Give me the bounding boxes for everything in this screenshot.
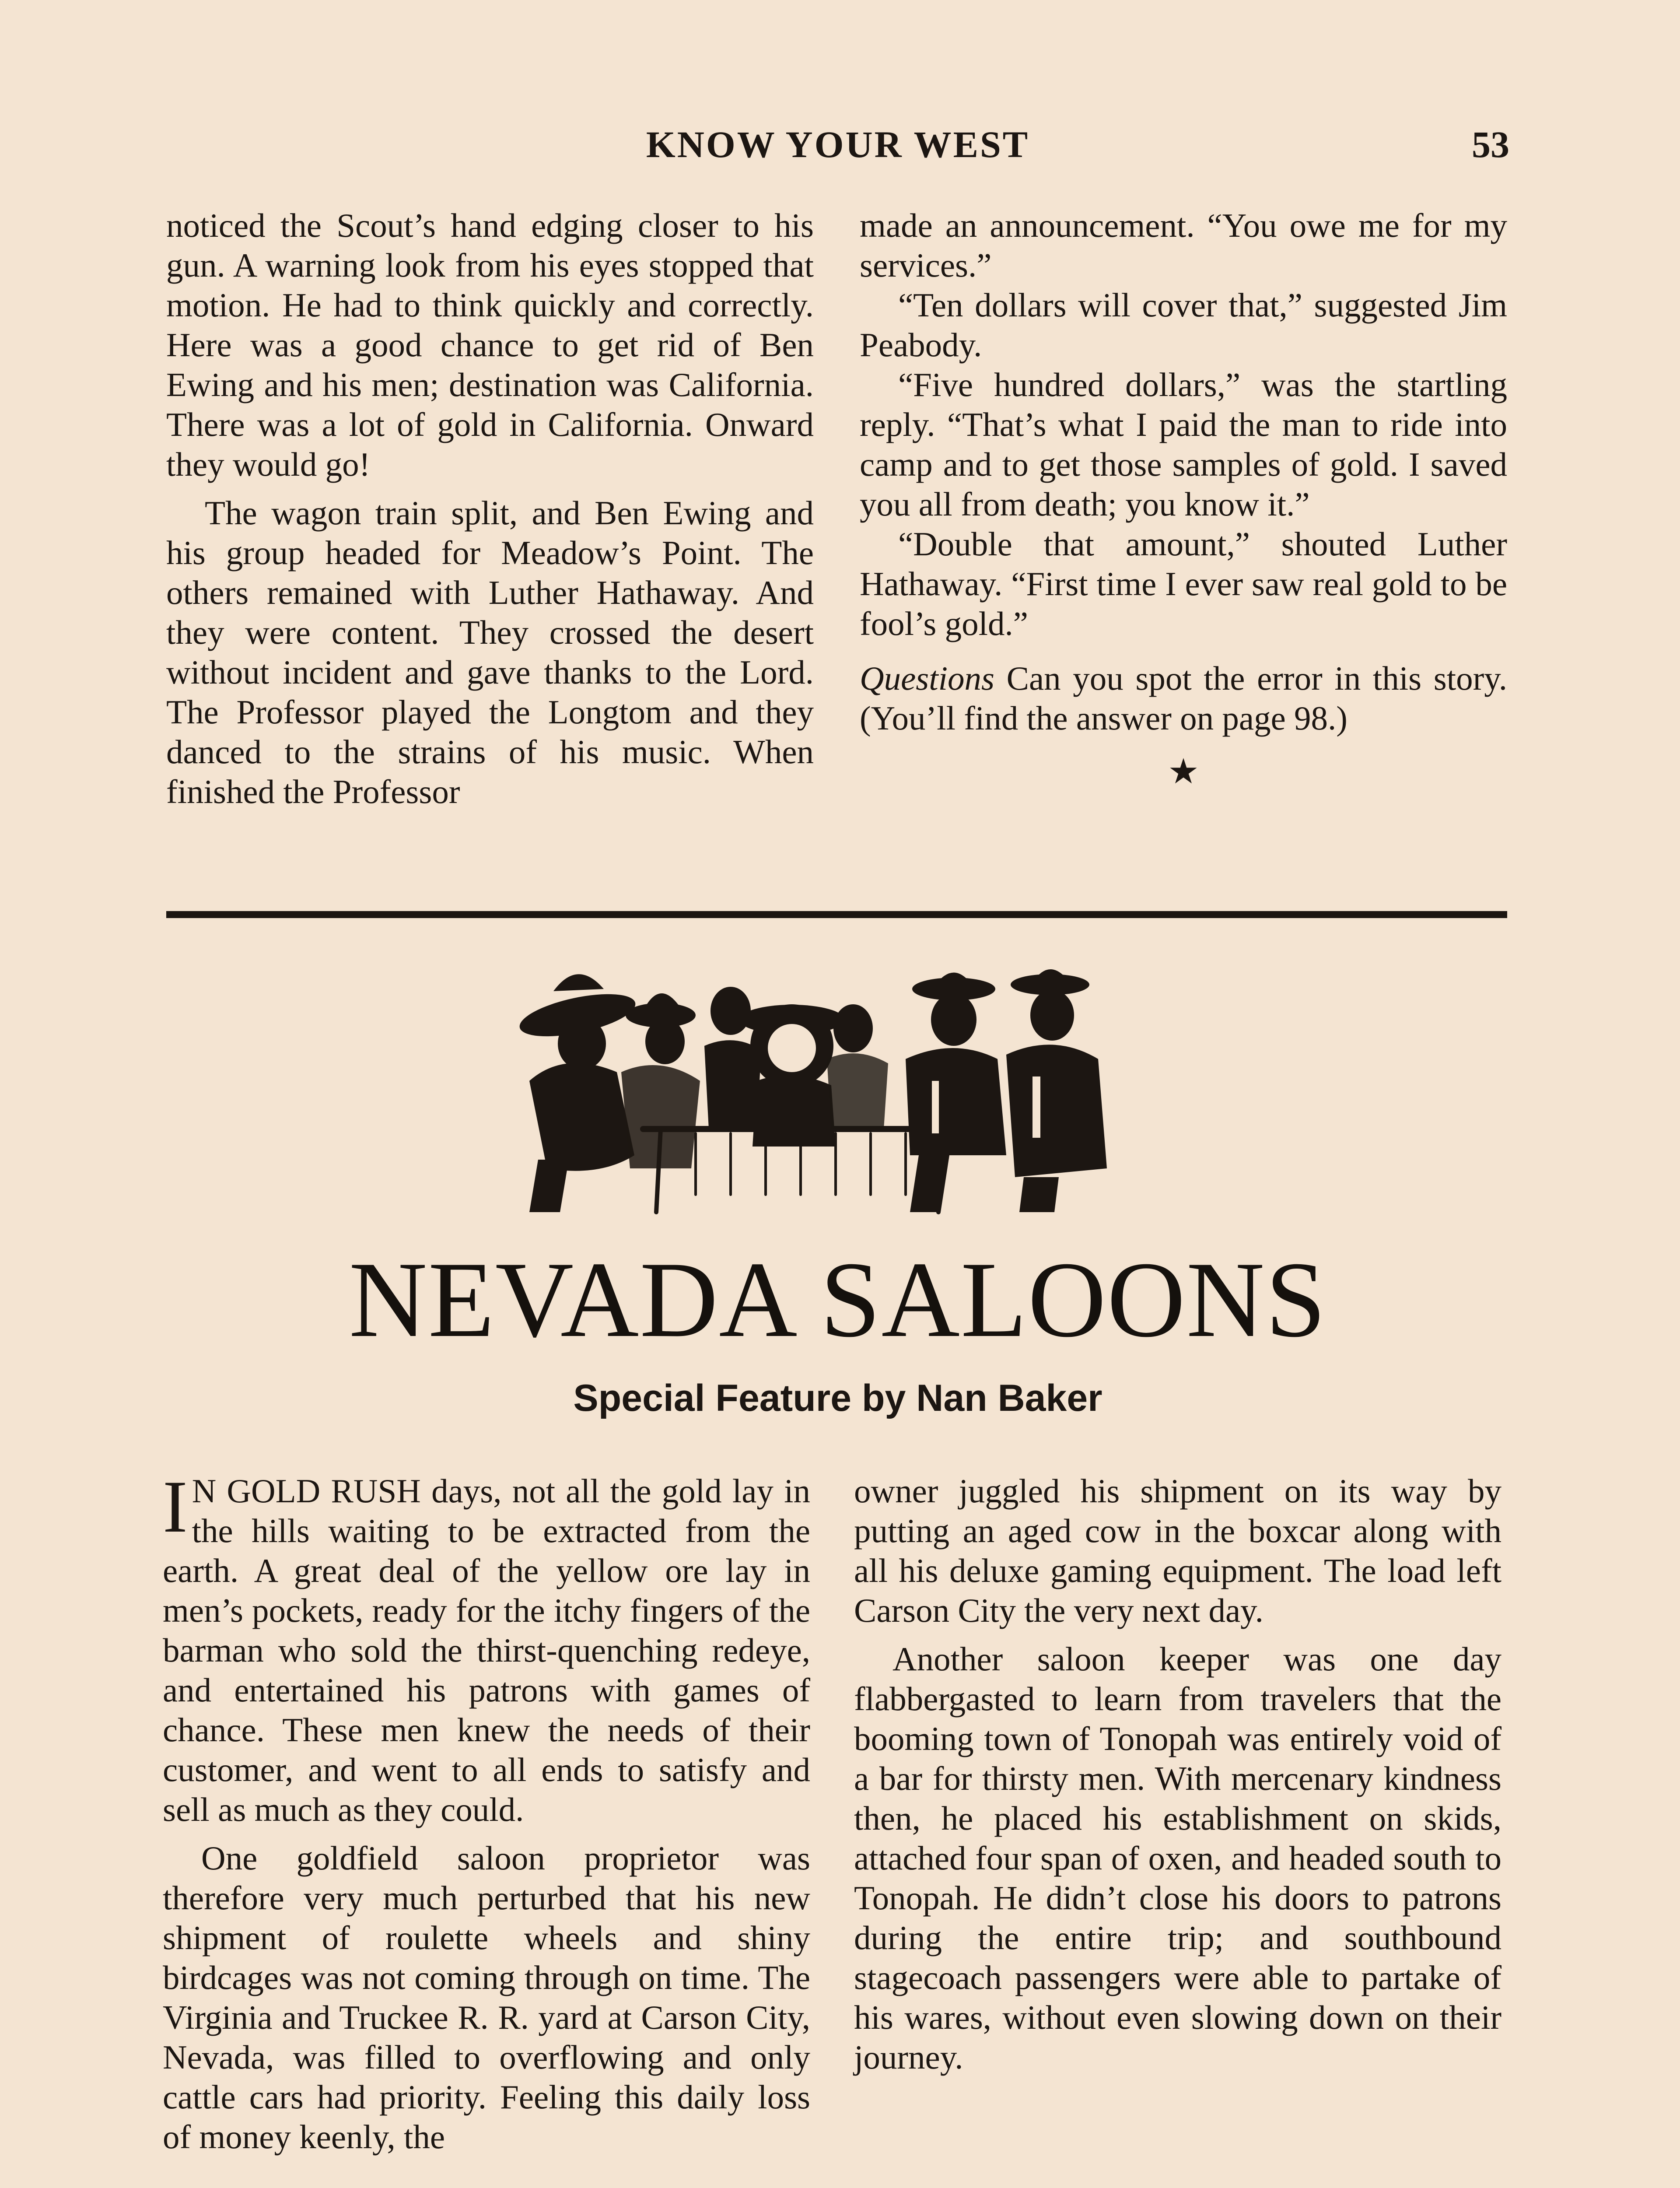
saloon-illustration <box>512 950 1177 1230</box>
feature-right-column <box>854 1471 1502 2188</box>
story-paragraph: “Five hundred dollars,” was the startling reply. “That’s what I paid the man to ride into camp and to get those samples of gold. I saved you all from death; you know it.” <box>860 366 1507 523</box>
page-number: 53 <box>1472 123 1509 165</box>
feature-paragraph: Another saloon keeper was one day flabbergasted to learn from travelers that the booming town of Tonopah was entirely void of a bar for thirsty men. With mercenary kindness then, he placed his establishment on skids, attached four span of oxen, and headed south to Tonopah. He didn’t close his doors to patrons during the entire trip; and southbound stagecoach passengers were able to partake of his wares, without even slowing down on their journey. <box>854 1640 1502 2076</box>
section-divider <box>166 911 1507 918</box>
feature-title: NEVADA SALOONS <box>349 1239 1327 1360</box>
story-paragraph: The wagon train split, and Ben Ewing and his group headed for Meadow’s Point. The others remained with Luther Hathaway. And they were content. They crossed the desert without incident and gave thanks to the Lord. The Professor played the Longtom and they danced to the strains of his music. When finished the Professor <box>166 494 814 810</box>
feature-paragraph: One goldfield saloon proprietor was therefore very much perturbed that his new shipment of roulette wheels and shiny birdcages was not coming through on time. The Virginia and Truckee R. R. yard at Carson City, Nevada, was filled to overflowing and only cattle cars had priority. Feeling this daily loss of money keenly, the <box>163 1839 810 2156</box>
story-end-star: ★ <box>1168 751 1199 792</box>
page-header <box>166 123 1509 171</box>
drop-cap: I <box>163 1466 188 1548</box>
story-paragraph: “Double that amount,” shouted Luther Hathaway. “First time I ever saw real gold to be fool’s gold.” <box>860 525 1507 642</box>
questions-label: Questions <box>860 659 994 697</box>
running-head: KNOW YOUR WEST <box>646 123 1030 165</box>
story-paragraph: “Ten dollars will cover that,” suggested Jim Peabody. <box>860 286 1507 364</box>
story-paragraph: noticed the Scout’s hand edging closer to his gun. A warning look from his eyes stopped that motion. He had to think quickly and correctly. Here was a good chance to get rid of Ben Ewing and his men; destination was California. There was a lot of gold in California. Onward they would go! <box>166 207 814 483</box>
story-left-column <box>166 206 814 897</box>
questions-text: Can you spot the error in this story. (You’ll find the answer on page 98.) <box>860 659 1507 737</box>
story-right-column <box>860 206 1507 897</box>
feature-byline: Special Feature by Nan Baker <box>573 1377 1102 1419</box>
feature-left-column <box>163 1466 810 2188</box>
feature-first-paragraph <box>163 1466 810 1830</box>
story-paragraph: made an announcement. “You owe me for my services.” <box>860 207 1507 284</box>
feature-paragraph: owner juggled his shipment on its way by putting an aged cow in the boxcar along with all his deluxe gaming equipment. The load left Carson City the very next day. <box>854 1472 1502 1629</box>
feature-first-paragraph-text: N GOLD RUSH days, not all the gold lay in the hills waiting to be extracted from the earth. A great deal of the yellow ore lay in men’s pockets, ready for the itchy fingers of the barman who sold the thirst-quenching redeye, and entertained his patrons with games of chance. These men knew the needs of their customer, and went to all ends to satisfy and sell as much as they could. <box>163 1472 810 1828</box>
questions-paragraph <box>860 659 1507 738</box>
